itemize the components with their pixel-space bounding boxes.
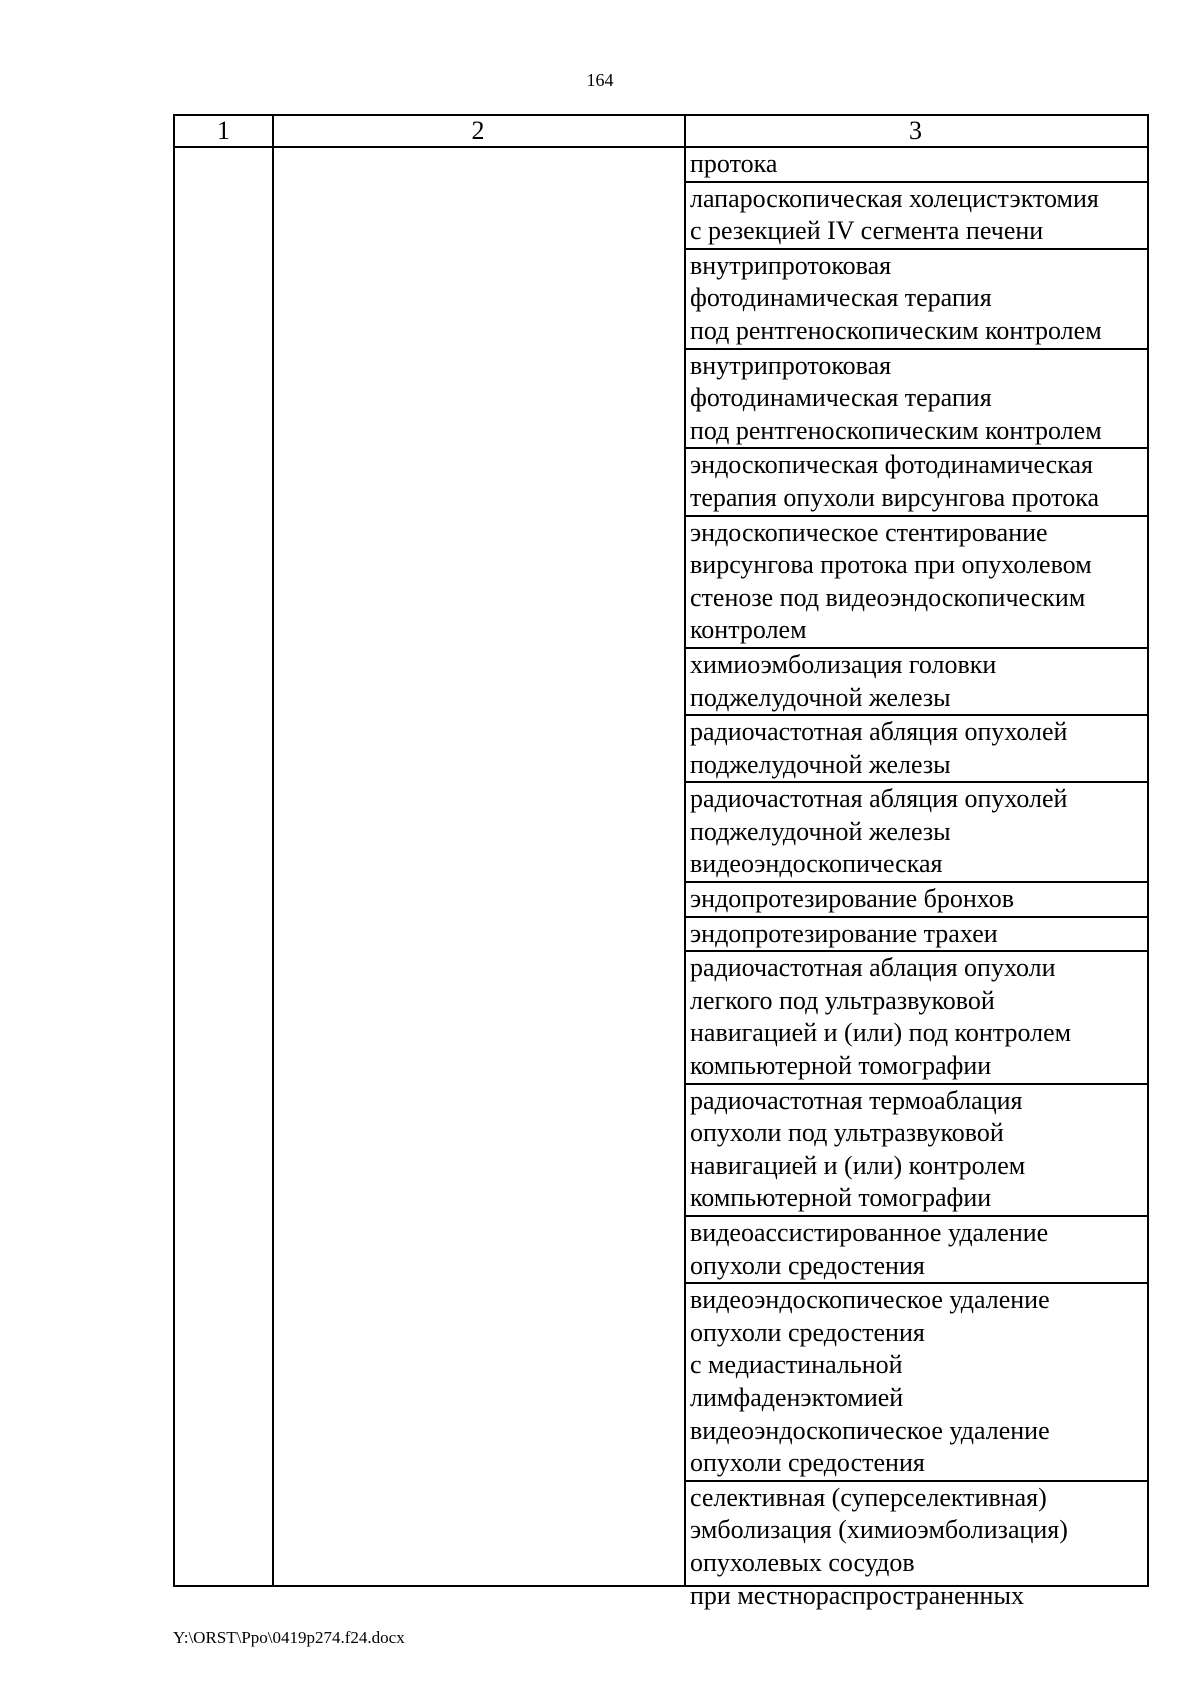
procedure-text-line: контролем <box>690 615 807 645</box>
procedure-text-line: легкого под ультразвуковой <box>690 985 995 1015</box>
procedure-text-line: эндопротезирование бронхов <box>690 884 1015 914</box>
table-cell-procedure <box>686 883 1147 918</box>
procedure-text-line: эндоскопическое стентирование <box>690 517 1048 547</box>
procedure-text-line: под рентгеноскопическим контролем <box>690 415 1102 445</box>
procedure-text-line: внутрипротоковая <box>690 250 892 280</box>
table-cell-procedure <box>686 918 1147 953</box>
page-number: 164 <box>586 70 614 90</box>
procedure-text-line: фотодинамическая терапия <box>690 383 992 413</box>
procedure-text-line: с медиастинальной <box>690 1350 903 1380</box>
procedure-text-line: видеоэндоскопическое удаление <box>690 1415 1050 1445</box>
table-cell-procedure <box>686 1085 1147 1217</box>
procedure-text-line: эндоскопическая фотодинамическая <box>690 450 1093 480</box>
procedure-text-line: эндопротезирование трахеи <box>690 918 998 948</box>
procedure-text-line: под рентгеноскопическим контролем <box>690 315 1102 345</box>
procedure-text-line: компьютерной томографии <box>690 1183 992 1213</box>
procedure-text-line: эмболизация (химиоэмболизация) <box>690 1515 1068 1545</box>
table-cell-procedure <box>686 517 1147 649</box>
table-cell-procedure <box>686 1284 1147 1482</box>
procedure-text-line: опухоли под ультразвуковой <box>690 1118 1004 1148</box>
procedure-text-line: с резекцией IV сегмента печени <box>690 216 1044 246</box>
procedure-text-line: химиоэмболизация головки <box>690 649 997 679</box>
procedure-text-line: опухоли средостения <box>690 1317 925 1347</box>
table-cell-procedure <box>686 1482 1147 1612</box>
procedure-text-line: поджелудочной железы <box>690 749 951 779</box>
column-header-1: 1 <box>217 116 230 145</box>
table-cell-procedure <box>686 783 1147 883</box>
procedure-text-line: поджелудочной железы <box>690 682 951 712</box>
table-cell-procedure <box>686 1217 1147 1284</box>
procedure-text-line: фотодинамическая терапия <box>690 283 992 313</box>
procedure-text-line: опухоли средостения <box>690 1448 925 1478</box>
footer-file-path: Y:\ORST\Ppo\0419p274.f24.docx <box>173 1628 405 1647</box>
procedure-text-line: лапароскопическая холецистэктомия <box>690 183 1099 213</box>
column-header-2: 2 <box>471 116 485 145</box>
procedure-text-line: стенозе под видеоэндоскопическим <box>690 582 1086 612</box>
table-cell-procedure <box>686 250 1147 350</box>
table-cell-procedure <box>686 350 1147 450</box>
procedure-text-line: навигацией и (или) контролем <box>690 1150 1026 1180</box>
procedures-table <box>173 114 1149 1610</box>
table-cell-procedure <box>686 449 1147 516</box>
procedure-text-line: протока <box>690 149 778 178</box>
column-divider <box>272 116 274 1585</box>
procedure-text-line: видеоассистированное удаление <box>690 1218 1049 1247</box>
procedure-text-line: видеоэндоскопическая <box>690 849 943 879</box>
table-cell-procedure <box>686 183 1147 250</box>
procedure-text-line: опухолевых сосудов <box>690 1547 915 1577</box>
procedure-text-line: лимфаденэктомией <box>690 1382 904 1412</box>
table-header-row <box>175 116 1147 148</box>
column-3-entries <box>686 148 1147 1610</box>
procedure-text-line: селективная (суперселективная) <box>690 1482 1047 1512</box>
procedure-text-line: внутрипротоковая <box>690 350 892 380</box>
column-header-3: 3 <box>909 116 922 145</box>
procedure-text-line: терапия опухоли вирсунгова протока <box>690 482 1100 512</box>
table-cell-procedure <box>686 649 1147 716</box>
table-cell-procedure <box>686 952 1147 1084</box>
procedure-text-line: навигацией и (или) под контролем <box>690 1018 1072 1048</box>
procedure-text-line: радиочастотная абляция опухолей <box>690 784 1068 814</box>
procedure-text-line: вирсунгова протока при опухолевом <box>690 550 1092 580</box>
procedure-text-line: видеоэндоскопическое удаление <box>690 1285 1050 1315</box>
procedure-text-line: компьютерной томографии <box>690 1051 992 1081</box>
procedure-text-line: радиочастотная абляция опухолей <box>690 717 1068 747</box>
procedure-text-line: при местнораспространенных <box>690 1580 1024 1610</box>
table-cell-procedure <box>686 148 1147 183</box>
procedure-text-line: поджелудочной железы <box>690 816 951 846</box>
procedure-text-line: радиочастотная термоаблация <box>690 1085 1023 1115</box>
table-cell-procedure <box>686 716 1147 783</box>
procedure-text-line: радиочастотная аблация опухоли <box>690 953 1056 983</box>
procedure-text-line: опухоли средостения <box>690 1250 925 1280</box>
